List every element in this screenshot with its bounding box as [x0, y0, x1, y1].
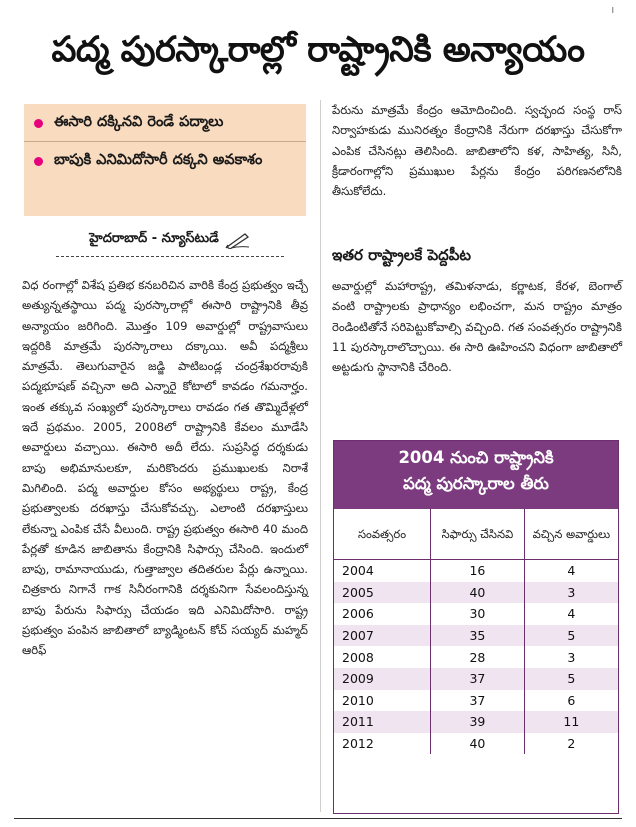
table-title	[334, 441, 618, 509]
cell-recommended: 37	[431, 668, 525, 690]
page-marker: I	[611, 6, 614, 15]
cell-awarded: 4	[567, 563, 576, 579]
subheading: ఇతర రాష్ట్రాలకే పెద్దపీట	[332, 246, 471, 264]
header-year: సంవత్సరం	[334, 509, 431, 560]
cell-awarded: 4	[567, 606, 576, 622]
article-text: విధ రంగాల్లో విశేష ప్రతిభ కనబరిచిన వారికి కేంద్ర ప్రభుత్వం ఇచ్చే అత్యున్నతస్థాయి పద్మ పురస్కారాల్లో ఈసారి రాష్ట్రానికి తీవ్ర అన్యాయం జరిగింది. మొత్తం 109 అవార్డుల్లో రాష్ట్రవాసులు ఇద్దరికి మాత్రమే పురస్కారాలు దక్కాయి. అవీ పద్మశ్రీలు మాత్రమే. తెలుగువారైన జడ్జి పాటిబండ్ల చంద్రశేఖరరావుకి పద్మభూషణ్ వచ్చినా అది ఎన్నారై కోటాలో కావడం గమనార్హం. ఇంత తక్కువ సంఖ్యలో పురస్కారాలు రావడం గత తొమ్మిదేళ్లలో ఇదే ప్రథమం. 2005, 2008లో రాష్ట్రానికి కేవలం మూడేసి అవార్డులు వచ్చాయి. ఈసారి అదీ లేదు. సుప్రసిద్ధ దర్శకుడు బాపు అభిమానులకూ, మరికొందరు ప్రముఖులకు నిరాశే మిగిలింది. పద్మ అవార్డుల కోసం అభ్యర్థులు రాష్ట్ర, కేంద్ర ప్రభుత్వాలకు దరఖాస్తు చేసుకోవచ్చు. ఎలాంటి దరఖాస్తులు లేకున్నా ఎంపిక చేసే వీలుంది. రాష్ట్ర ప్రభుత్వం ఈసారి 40 మంది పేర్లతో కూడిన జాబితాను కేంద్రానికి సిఫార్సు చేసింది. ఇందులో బాపు, రామానాయుడు, గుత్తాజ్వాల తదితరుల పేర్లు ఉన్నాయి. చిత్రకారు నిగానే గాక సినీరంగానికి దర్శకునిగా సేవలందిస్తున్న బాపు పేరును సిఫార్సు చేయడం ఇది ఎనిమిదోసారి. రాష్ట్ర ప్రభుత్వం పంపిన జాబితాలో బ్యాడ్మింటన్ కోచ్ సయ్యద్ మహ్మద్ ఆరిఫ్	[22, 278, 308, 658]
awards-table-box	[333, 440, 619, 814]
header-recommended: సిఫార్సు చేసినవి	[431, 509, 525, 560]
cell-year: 2009	[334, 668, 431, 690]
bullet-icon	[34, 157, 43, 166]
cell-awarded: 5	[524, 668, 618, 690]
table-row	[334, 711, 618, 733]
table-row	[334, 560, 618, 582]
byline	[56, 228, 284, 252]
header-awarded: వచ్చిన అవార్డులు	[524, 509, 618, 560]
cell-year: 2006	[334, 603, 431, 625]
highlight-text: బాపుకి ఎనిమిదోసారీ దక్కని అవకాశం	[54, 152, 263, 168]
cell-awarded: 3	[524, 582, 618, 604]
table-title-line: 2004 నుంచి రాష్ట్రానికి	[398, 448, 554, 467]
highlight-item	[24, 141, 306, 179]
cell-recommended: 40	[431, 582, 525, 604]
article-body-right-top: పేరును మాత్రమే కేంద్రం ఆమోదించింది. స్వచ్ఛంద సంస్థ రాస్ నిర్వాహకుడు మునిరత్నం కేంద్రానికి నేరుగా దరఖాస్తు చేసుకోగా ఎంపిక చేసినట్లు తెలిసింది. జాబితాలోని కళ, సాహిత్య, సినీ, క్రీడారంగాల్లోని ప్రముఖుల పేర్లను కేంద్రం పరిగణనలోనికి తీసుకోలేదు.	[332, 103, 622, 199]
cell-recommended: 35	[431, 625, 525, 647]
highlights-box	[24, 104, 306, 216]
table-row	[334, 625, 618, 647]
cell-recommended: 30	[431, 603, 525, 625]
cell-awarded: 11	[524, 711, 618, 733]
article-body-left	[22, 275, 308, 661]
cell-year: 2010	[334, 690, 431, 712]
cell-year: 2012	[334, 733, 431, 755]
cell-recommended: 28	[431, 646, 525, 668]
pen-icon	[225, 231, 251, 249]
byline-text: హైదరాబాద్ - న్యూస్‌టుడే	[89, 231, 219, 246]
table-row	[334, 668, 618, 690]
cell-awarded: 3	[567, 649, 576, 665]
cell-awarded: 2	[567, 736, 576, 752]
article-body-right-bottom: అవార్డుల్లో మహారాష్ట్ర, తమిళనాడు, కర్ణాటక, కేరళ, బెంగాల్ వంటి రాష్ట్రాలకు ప్రాధాన్యం లభించగా, మన రాష్ట్రం మాత్రం రెండింటితోనే సరిపెట్టుకోవాల్సి వచ్చింది. గత సంవత్సరం రాష్ట్రానికి 11 పురస్కారాలొచ్చాయి. ఈ సారి ఊహించని విధంగా జాబితాలో అట్టడుగు స్థానానికి చేరింది.	[332, 279, 622, 375]
awards-table	[334, 509, 618, 754]
cell-recommended: 39	[431, 711, 525, 733]
cell-awarded: 6	[567, 692, 576, 708]
cell-year: 2007	[334, 625, 431, 647]
cell-awarded: 5	[524, 625, 618, 647]
highlight-item	[24, 104, 306, 141]
column-divider	[320, 100, 321, 812]
cell-year: 2005	[334, 582, 431, 604]
page-bottom-rule	[14, 818, 622, 819]
table-row	[334, 582, 618, 604]
table-title-line: పద్మ పురస్కారాల తీరు	[403, 474, 549, 493]
table-row	[334, 690, 618, 712]
cell-recommended: 16	[431, 560, 525, 582]
highlight-text: ఈసారి దక్కినవి రెండే పద్మాలు	[54, 114, 224, 130]
cell-year: 2011	[334, 711, 431, 733]
headline: పద్మ పురస్కారాల్లో రాష్ట్రానికి అన్యాయం	[51, 30, 585, 70]
table-row	[334, 603, 618, 625]
byline-divider	[56, 256, 284, 257]
cell-year: 2008	[334, 646, 431, 668]
table-header-row	[334, 509, 618, 560]
cell-year: 2004	[334, 560, 431, 582]
cell-recommended: 37	[431, 690, 525, 712]
bullet-icon	[34, 119, 43, 128]
table-row	[334, 646, 618, 668]
table-row	[334, 733, 618, 755]
cell-recommended: 40	[431, 733, 525, 755]
